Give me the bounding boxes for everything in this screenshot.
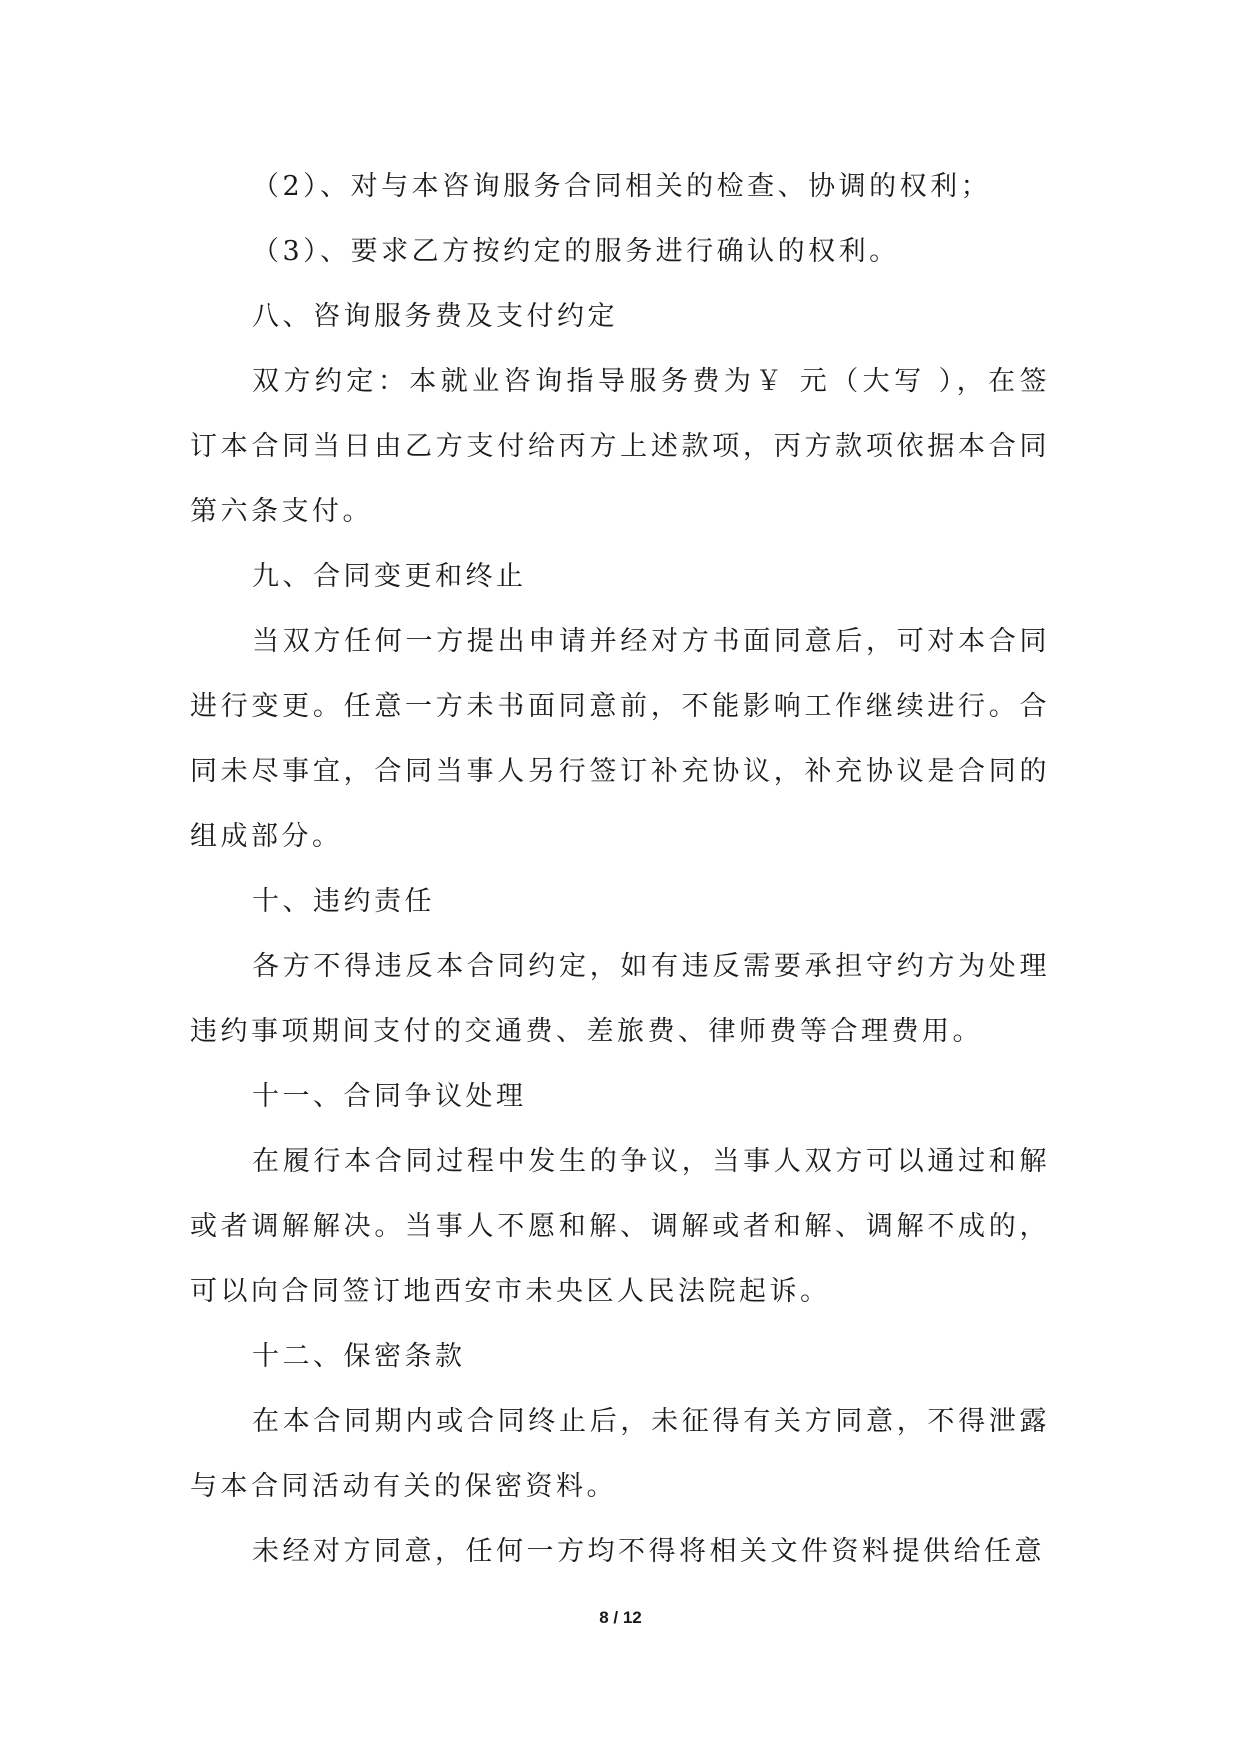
paragraph-fee: 双方约定：本就业咨询指导服务费为￥ 元（大写 ），在签订本合同当日由乙方支付给丙方上述款项，丙方款项依据本合同第六条支付。	[190, 366, 1050, 527]
paragraph-confidentiality-1: 在本合同期内或合同终止后，未征得有关方同意，不得泄露与本合同活动有关的保密资料。	[190, 1406, 1050, 1502]
paragraph-confidentiality-2: 未经对方同意，任何一方均不得将相关文件资料提供给任意	[252, 1536, 1045, 1567]
section-heading-dispute: 十一、合同争议处理	[252, 1081, 527, 1112]
page-number: 8 / 12	[599, 1608, 642, 1627]
document-body	[190, 154, 1050, 1584]
paragraph-rights-3: （3）、要求乙方按约定的服务进行确认的权利。	[252, 236, 900, 267]
paragraph-rights-2: （2）、对与本咨询服务合同相关的检查、协调的权利；	[252, 171, 992, 202]
section-heading-fee: 八、咨询服务费及支付约定	[252, 301, 618, 332]
section-heading-confidentiality: 十二、保密条款	[252, 1341, 466, 1372]
section-heading-breach: 十、违约责任	[252, 886, 435, 917]
section-heading-change: 九、合同变更和终止	[252, 561, 527, 592]
paragraph-change: 当双方任何一方提出申请并经对方书面同意后，可对本合同进行变更。任意一方未书面同意前，不能影响工作继续进行。合同未尽事宜，合同当事人另行签订补充协议，补充协议是合同的组成部分。	[190, 626, 1050, 852]
paragraph-breach: 各方不得违反本合同约定，如有违反需要承担守约方为处理违约事项期间支付的交通费、差旅费、律师费等合理费用。	[190, 951, 1050, 1047]
paragraph-dispute: 在履行本合同过程中发生的争议，当事人双方可以通过和解或者调解解决。当事人不愿和解、调解或者和解、调解不成的，可以向合同签订地西安市未央区人民法院起诉。	[190, 1146, 1050, 1307]
